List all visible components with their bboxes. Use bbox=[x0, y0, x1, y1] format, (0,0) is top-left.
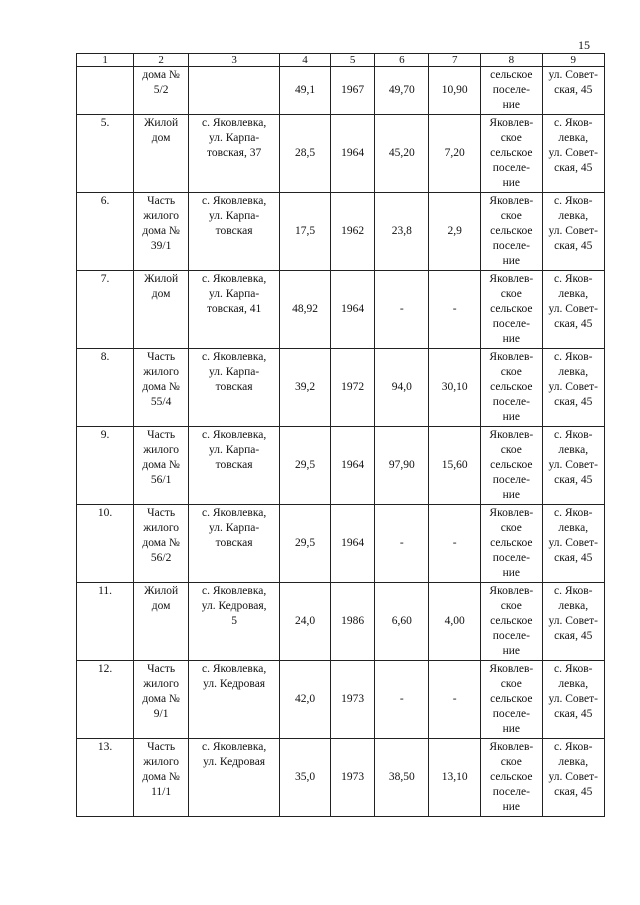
column-header: 9 bbox=[542, 54, 605, 67]
location-cell: с. Яков- левка, ул. Совет- ская, 45 bbox=[542, 583, 605, 661]
location-cell: с. Яков- левка, ул. Совет- ская, 45 bbox=[542, 271, 605, 349]
area-cell: 24,0 bbox=[280, 583, 331, 661]
year-cell: 1967 bbox=[330, 67, 374, 115]
row-number-cell: 12. bbox=[77, 661, 134, 739]
table-row bbox=[77, 583, 605, 661]
owner-cell: Яковлев- ское сельское поселе- ние bbox=[481, 661, 542, 739]
row-number-cell: 11. bbox=[77, 583, 134, 661]
value-col6-cell: 38,50 bbox=[375, 739, 429, 817]
owner-cell: Яковлев- ское сельское поселе- ние bbox=[481, 349, 542, 427]
row-number-cell: 9. bbox=[77, 427, 134, 505]
location-cell: с. Яков- левка, ул. Совет- ская, 45 bbox=[542, 193, 605, 271]
area-cell: 29,5 bbox=[280, 505, 331, 583]
table-row bbox=[77, 193, 605, 271]
table-row bbox=[77, 115, 605, 193]
value-col6-cell: 23,8 bbox=[375, 193, 429, 271]
object-name-cell: Жилой дом bbox=[134, 115, 189, 193]
header-row bbox=[77, 54, 605, 67]
owner-cell: Яковлев- ское сельское поселе- ние bbox=[481, 427, 542, 505]
column-header: 2 bbox=[134, 54, 189, 67]
row-number-cell: 6. bbox=[77, 193, 134, 271]
value-col6-cell: - bbox=[375, 271, 429, 349]
row-number-cell: 5. bbox=[77, 115, 134, 193]
location-cell: с. Яков- левка, ул. Совет- ская, 45 bbox=[542, 115, 605, 193]
object-name-cell: Часть жилого дома № 9/1 bbox=[134, 661, 189, 739]
value-col7-cell: 30,10 bbox=[429, 349, 481, 427]
object-name-cell: Часть жилого дома № 39/1 bbox=[134, 193, 189, 271]
object-name-cell: Часть жилого дома № 56/1 bbox=[134, 427, 189, 505]
table-row bbox=[77, 67, 605, 115]
value-col6-cell: 49,70 bbox=[375, 67, 429, 115]
address-cell: с. Яковлевка, ул. Карпа- товская, 41 bbox=[189, 271, 280, 349]
table-row bbox=[77, 271, 605, 349]
table-row bbox=[77, 505, 605, 583]
object-name-cell: дома № 5/2 bbox=[134, 67, 189, 115]
year-cell: 1964 bbox=[330, 505, 374, 583]
object-name-cell: Жилой дом bbox=[134, 583, 189, 661]
value-col6-cell: 94,0 bbox=[375, 349, 429, 427]
year-cell: 1973 bbox=[330, 661, 374, 739]
location-cell: с. Яков- левка, ул. Совет- ская, 45 bbox=[542, 661, 605, 739]
year-cell: 1986 bbox=[330, 583, 374, 661]
year-cell: 1964 bbox=[330, 115, 374, 193]
row-number-cell: 8. bbox=[77, 349, 134, 427]
value-col7-cell: - bbox=[429, 505, 481, 583]
year-cell: 1962 bbox=[330, 193, 374, 271]
location-cell: с. Яков- левка, ул. Совет- ская, 45 bbox=[542, 349, 605, 427]
year-cell: 1964 bbox=[330, 427, 374, 505]
value-col6-cell: 6,60 bbox=[375, 583, 429, 661]
address-cell: с. Яковлевка, ул. Кедровая, 5 bbox=[189, 583, 280, 661]
value-col7-cell: 15,60 bbox=[429, 427, 481, 505]
value-col7-cell: 13,10 bbox=[429, 739, 481, 817]
address-cell: с. Яковлевка, ул. Карпа- товская bbox=[189, 193, 280, 271]
value-col6-cell: 45,20 bbox=[375, 115, 429, 193]
owner-cell: Яковлев- ское сельское поселе- ние bbox=[481, 505, 542, 583]
row-number-cell: 7. bbox=[77, 271, 134, 349]
owner-cell: Яковлев- ское сельское поселе- ние bbox=[481, 193, 542, 271]
row-number-cell: 10. bbox=[77, 505, 134, 583]
object-name-cell: Жилой дом bbox=[134, 271, 189, 349]
year-cell: 1972 bbox=[330, 349, 374, 427]
value-col6-cell: - bbox=[375, 505, 429, 583]
column-header: 8 bbox=[481, 54, 542, 67]
value-col6-cell: 97,90 bbox=[375, 427, 429, 505]
value-col7-cell: - bbox=[429, 661, 481, 739]
value-col7-cell: 4,00 bbox=[429, 583, 481, 661]
object-name-cell: Часть жилого дома № 55/4 bbox=[134, 349, 189, 427]
owner-cell: сельское поселе- ние bbox=[481, 67, 542, 115]
address-cell: с. Яковлевка, ул. Кедровая bbox=[189, 661, 280, 739]
owner-cell: Яковлев- ское сельское поселе- ние bbox=[481, 115, 542, 193]
column-header: 1 bbox=[77, 54, 134, 67]
value-col7-cell: 7,20 bbox=[429, 115, 481, 193]
area-cell: 42,0 bbox=[280, 661, 331, 739]
property-table bbox=[76, 53, 605, 817]
address-cell: с. Яковлевка, ул. Карпа- товская, 37 bbox=[189, 115, 280, 193]
area-cell: 35,0 bbox=[280, 739, 331, 817]
owner-cell: Яковлев- ское сельское поселе- ние bbox=[481, 739, 542, 817]
area-cell: 49,1 bbox=[280, 67, 331, 115]
location-cell: ул. Совет- ская, 45 bbox=[542, 67, 605, 115]
address-cell: с. Яковлевка, ул. Карпа- товская bbox=[189, 505, 280, 583]
address-cell: с. Яковлевка, ул. Кедровая bbox=[189, 739, 280, 817]
area-cell: 29,5 bbox=[280, 427, 331, 505]
area-cell: 17,5 bbox=[280, 193, 331, 271]
location-cell: с. Яков- левка, ул. Совет- ская, 45 bbox=[542, 427, 605, 505]
value-col6-cell: - bbox=[375, 661, 429, 739]
row-number-cell: 13. bbox=[77, 739, 134, 817]
area-cell: 28,5 bbox=[280, 115, 331, 193]
value-col7-cell: 2,9 bbox=[429, 193, 481, 271]
address-cell bbox=[189, 67, 280, 115]
area-cell: 48,92 bbox=[280, 271, 331, 349]
row-number-cell bbox=[77, 67, 134, 115]
year-cell: 1973 bbox=[330, 739, 374, 817]
address-cell: с. Яковлевка, ул. Карпа- товская bbox=[189, 349, 280, 427]
table-row bbox=[77, 349, 605, 427]
object-name-cell: Часть жилого дома № 11/1 bbox=[134, 739, 189, 817]
column-header: 6 bbox=[375, 54, 429, 67]
object-name-cell: Часть жилого дома № 56/2 bbox=[134, 505, 189, 583]
column-header: 3 bbox=[189, 54, 280, 67]
column-header: 4 bbox=[280, 54, 331, 67]
owner-cell: Яковлев- ское сельское поселе- ние bbox=[481, 583, 542, 661]
column-header: 5 bbox=[330, 54, 374, 67]
location-cell: с. Яков- левка, ул. Совет- ская, 45 bbox=[542, 739, 605, 817]
table-row bbox=[77, 427, 605, 505]
table-row bbox=[77, 661, 605, 739]
table-row bbox=[77, 739, 605, 817]
page-number: 15 bbox=[578, 38, 590, 52]
column-header: 7 bbox=[429, 54, 481, 67]
owner-cell: Яковлев- ское сельское поселе- ние bbox=[481, 271, 542, 349]
value-col7-cell: - bbox=[429, 271, 481, 349]
location-cell: с. Яков- левка, ул. Совет- ская, 45 bbox=[542, 505, 605, 583]
value-col7-cell: 10,90 bbox=[429, 67, 481, 115]
area-cell: 39,2 bbox=[280, 349, 331, 427]
address-cell: с. Яковлевка, ул. Карпа- товская bbox=[189, 427, 280, 505]
year-cell: 1964 bbox=[330, 271, 374, 349]
